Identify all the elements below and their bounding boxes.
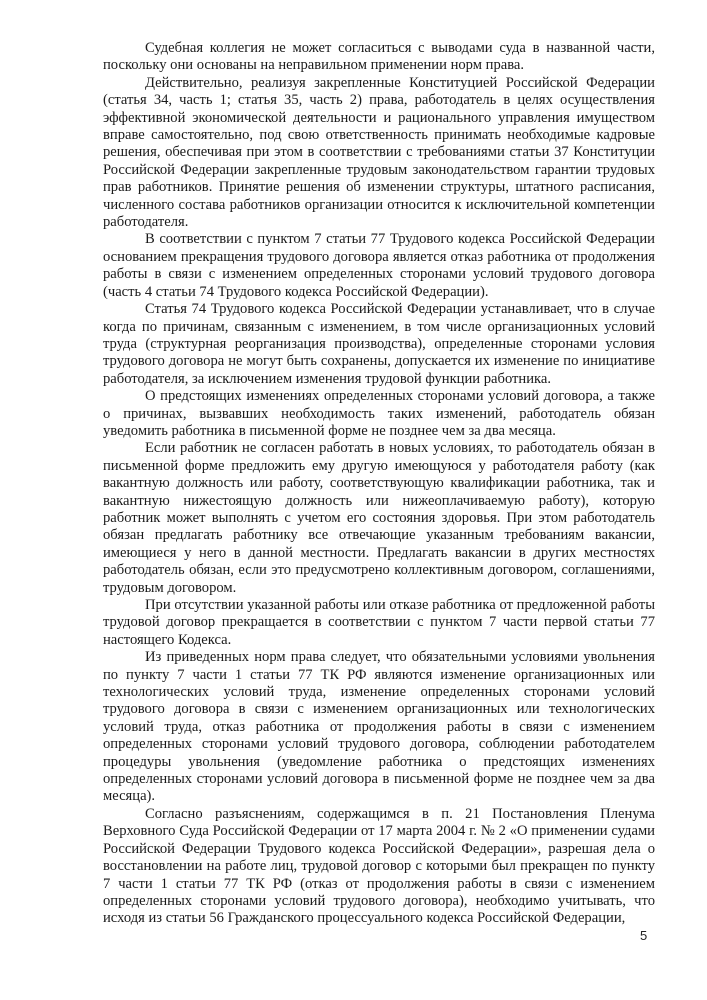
- page-number: 5: [640, 928, 648, 943]
- paragraph: Согласно разъяснениям, содержащимся в п. 21 Постановления Пленума Верховного Суда Российской Федерации от 17 марта 2004 г. № 2 «О применении судами Российской Федерации Трудового кодекса Российской Федерации», разрешая дела о восстановлении на работе лиц, трудовой договор с которыми был прекращен по пункту 7 части 1 статьи 77 ТК РФ (отказ от продолжения работы в связи с изменением определенных сторонами условий трудового договора), необходимо учитывать, что исходя из статьи 56 Гражданского процессуального кодекса Российской Федерации,: [103, 805, 655, 927]
- paragraph: При отсутствии указанной работы или отказе работника от предложенной работы трудовой договор прекращается в соответствии с пунктом 7 части первой статьи 77 настоящего Кодекса.: [103, 597, 655, 648]
- paragraph: Судебная коллегия не может согласиться с выводами суда в названной части, поскольку они основаны на неправильном применении норм права.: [103, 40, 655, 74]
- paragraph: Из приведенных норм права следует, что обязательными условиями увольнения по пункту 7 части 1 статьи 77 ТК РФ являются изменение организационных или технологических условий труда, изменение определенных сторонами условий трудового договора в связи с изменением организационных или технологических условий труда, отказ работника от продолжения работы в связи с изменением определенных сторонами условий трудового договора, соблюдении работодателем процедуры увольнения (уведомление работника о предстоящих изменениях определенных сторонами условий договора в письменной форме не позднее чем за два месяца).: [103, 649, 655, 805]
- document-page: [103, 40, 655, 928]
- paragraph: Действительно, реализуя закрепленные Конституцией Российской Федерации (статья 34, часть 1; статья 35, часть 2) права, работодатель в целях осуществления эффективной экономической деятельности и рационального управления имуществом вправе самостоятельно, под свою ответственность принимать необходимые кадровые решения, обеспечивая при этом в соответствии с требованиями статьи 37 Конституции Российской Федерации закрепленные трудовым законодательством гарантии трудовых прав работников. Принятие решения об изменении структуры, штатного расписания, численного состава работников организации относится к исключительной компетенции работодателя.: [103, 74, 655, 231]
- paragraph: В соответствии с пунктом 7 статьи 77 Трудового кодекса Российской Федерации основанием прекращения трудового договора является отказ работника от продолжения работы в связи с изменением определенных сторонами условий трудового договора (часть 4 статьи 74 Трудового кодекса Российской Федерации).: [103, 231, 655, 300]
- paragraph: Статья 74 Трудового кодекса Российской Федерации устанавливает, что в случае когда по причинам, связанным с изменением, в том числе организационных условий труда (структурная реорганизация производства), определенные сторонами условия трудового договора не могут быть сохранены, допускается их изменение по инициативе работодателя, за исключением изменения трудовой функции работника.: [103, 301, 655, 387]
- paragraph: О предстоящих изменениях определенных сторонами условий договора, а также о причинах, вызвавших необходимость таких изменений, работодатель обязан уведомить работника в письменной форме не позднее чем за два месяца.: [103, 388, 655, 439]
- paragraph: Если работник не согласен работать в новых условиях, то работодатель обязан в письменной форме предложить ему другую имеющуюся у работодателя работу (как вакантную должность или работу, соответствующую квалификации работника, так и вакантную нижестоящую должность или нижеоплачиваемую работу), которую работник может выполнять с учетом его состояния здоровья. При этом работодатель обязан предлагать работнику все отвечающие указанным требованиям вакансии, имеющиеся у него в данной местности. Предлагать вакансии в других местностях работодатель обязан, если это предусмотрено коллективным договором, соглашениями, трудовым договором.: [103, 440, 655, 596]
